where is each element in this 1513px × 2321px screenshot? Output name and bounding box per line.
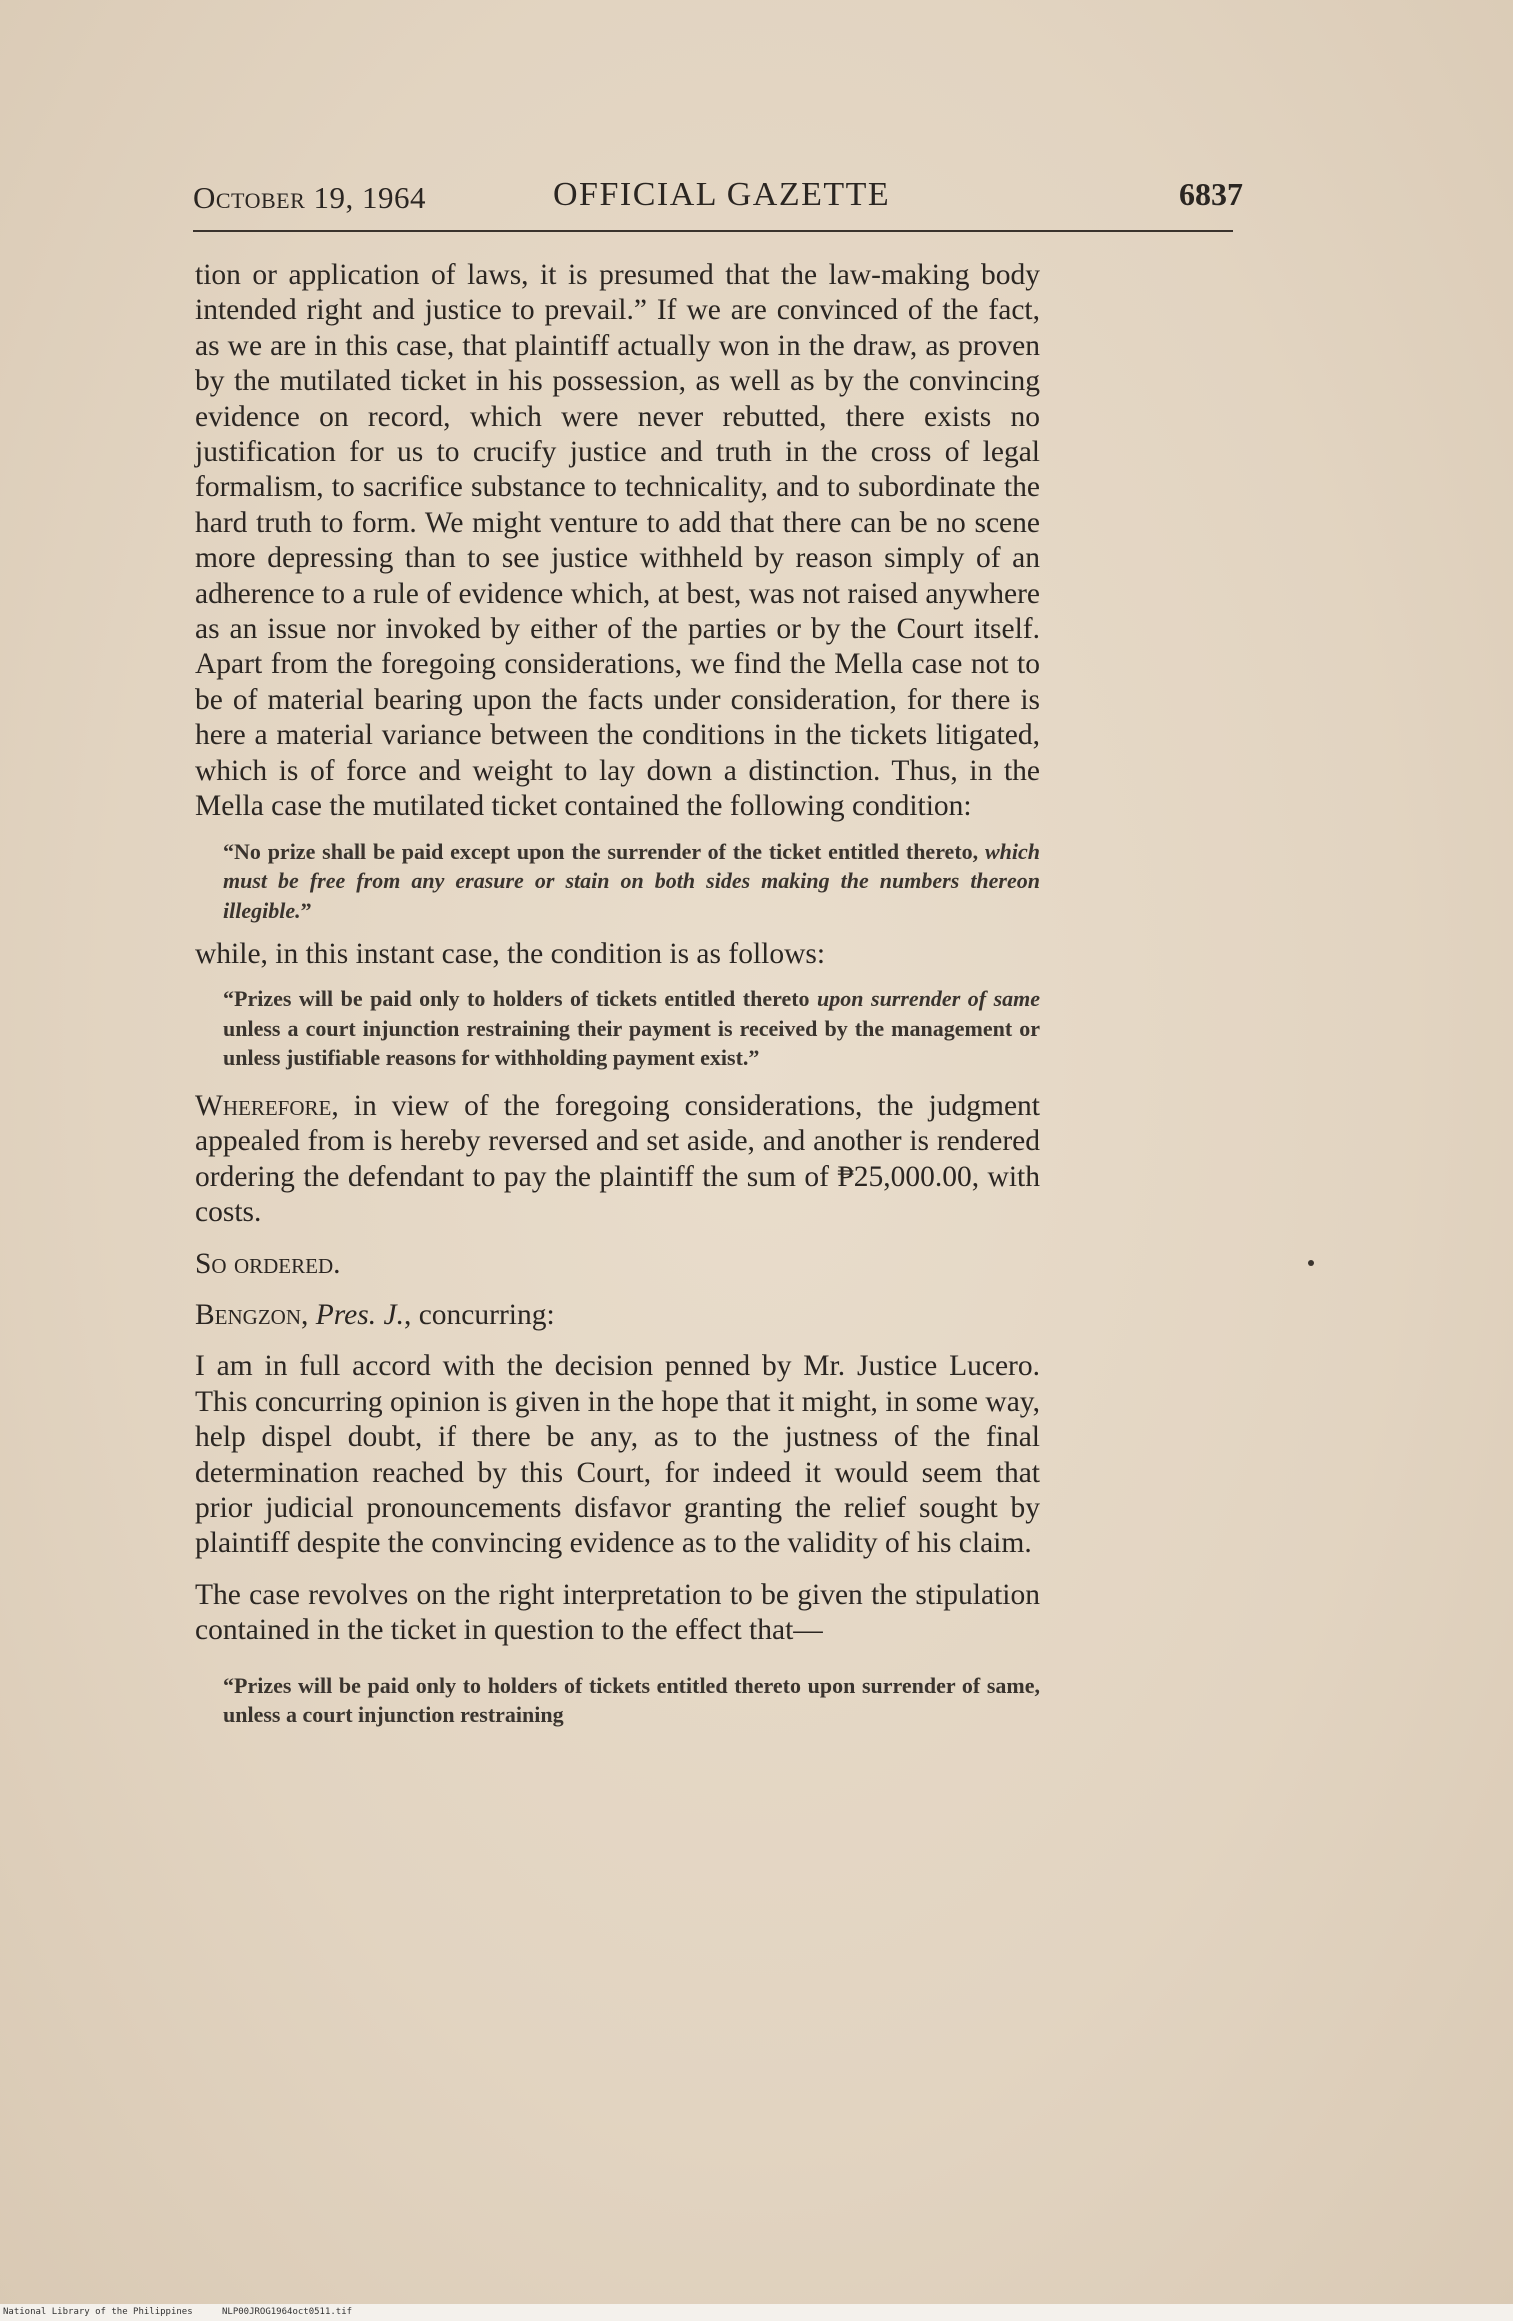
scan-footer bbox=[0, 2304, 1513, 2321]
justice-name: Bengzon bbox=[195, 1298, 301, 1331]
concurring-heading: Bengzon, Pres. J., concurring: bbox=[195, 1298, 555, 1331]
quote-italic-text: upon surrender of same bbox=[817, 986, 1041, 1012]
paragraph-case-revolves: The case revolves on the right interpretation to be given the stipulation contained in the ticket in question to the effect that— bbox=[195, 1578, 1040, 1647]
scan-filename: NLP00JROG1964oct0511.tif bbox=[222, 2307, 353, 2317]
header-rule bbox=[193, 230, 1233, 232]
paragraph-instant-case: while, in this instant case, the condition is as follows: bbox=[195, 938, 826, 970]
paragraph-continuation: tion or application of laws, it is presumed that the law-making body intended right and justice to prevail.” If we are convinced of the fact, as we are in this case, that plaintiff actually won in the draw, as proven by the mutilated ticket in his possession, as well as by the convincing evidence on record, which were never rebutted, there exists no justification for us to crucify justice and truth in the cross of legal formalism, to sacrifice substance to technicality, and to subordinate the hard truth to form. We might venture to add that there can be no scene more depressing than to see justice withheld by reason simply of an adherence to a rule of evidence which, at best, was not raised anywhere as an issue nor invoked by either of the parties or by the Court itself. Apart from the foregoing considerations, we find the Mella case not to be of material bearing upon the facts under consideration, for there is here a material variance between the conditions in the tickets litigated, which is of force and weight to lay down a distinction. Thus, in the Mella case the mutilated ticket contained the following condition: bbox=[195, 259, 1040, 823]
paper-speck bbox=[1308, 1260, 1314, 1266]
wherefore-lead: Wherefore bbox=[195, 1089, 332, 1122]
article-body bbox=[195, 258, 1040, 1730]
concurring-label: , concurring: bbox=[403, 1298, 555, 1331]
paragraph-concurring-opinion: I am in full accord with the decision penned by Mr. Justice Lucero. This concurring opinion is given in the hope that it might, in some way, help dispel doubt, if there be any, as to the justness of the final determination reached by this Court, for indeed it would seem that prior judicial pronouncements disfavor granting the relief sought by plaintiff despite the convincing evidence as to the validity of his claim. bbox=[195, 1350, 1040, 1560]
quote-text-rest: unless a court injunction restraining their payment is received by the management or unless justifiable reasons for withholding payment exist.” bbox=[223, 1015, 1040, 1071]
quoted-condition-mella bbox=[195, 837, 1040, 926]
quote-text: “Prizes will be paid only to holders of tickets entitled thereto bbox=[223, 986, 818, 1012]
quote-italic-text: which must be free from any erasure or stain on both sides making the numbers thereon illegible. bbox=[223, 838, 1040, 923]
page-header bbox=[193, 176, 1243, 220]
wherefore-text: , in view of the foregoing considerations, the judgment appealed from is hereby reversed and set aside, and another is rendered ordering the defendant to pay the plaintiff the sum of ₱25,000.00, with costs. bbox=[195, 1089, 1040, 1229]
quote-text: “No prize shall be paid except upon the surrender of the ticket entitled thereto, bbox=[223, 838, 985, 864]
so-ordered: So ordered. bbox=[195, 1247, 341, 1280]
publication-title: OFFICIAL GAZETTE bbox=[553, 176, 891, 213]
quoted-stipulation: “Prizes will be paid only to holders of tickets entitled thereto upon surrender of same, unless a court injunction restraining bbox=[223, 1672, 1040, 1728]
quoted-condition-instant bbox=[195, 984, 1040, 1073]
paragraph-wherefore bbox=[195, 1089, 1040, 1231]
issue-date: October 19, 1964 bbox=[193, 180, 427, 215]
justice-title: Pres. J. bbox=[315, 1298, 404, 1331]
library-credit: National Library of the Philippines bbox=[3, 2307, 193, 2317]
page-number: 6837 bbox=[1179, 176, 1243, 212]
quote-close: ” bbox=[300, 897, 312, 923]
